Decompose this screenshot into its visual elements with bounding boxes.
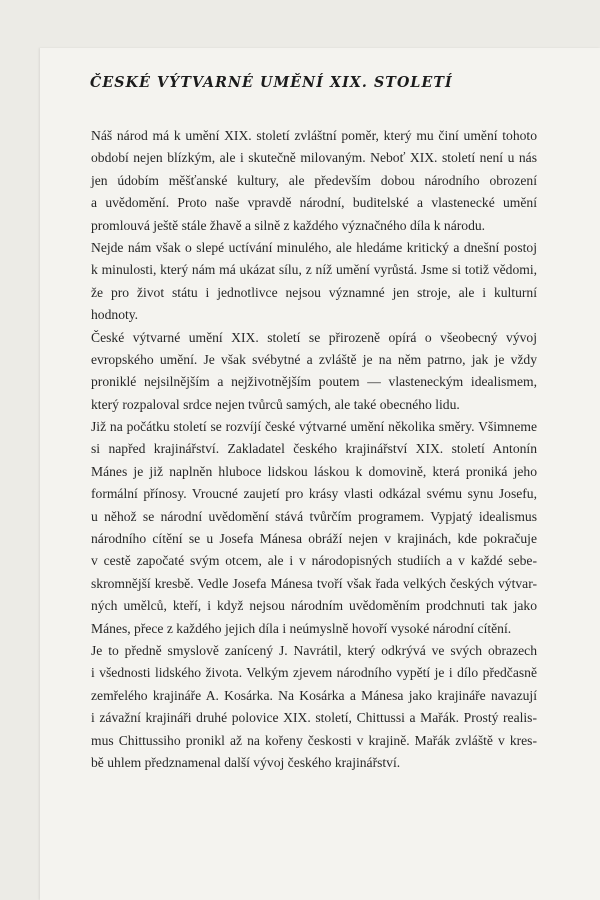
text-line: evropského umění. Je však svébytné a zvláště je na něm patrno, jak je vždy — [91, 351, 537, 367]
text-line: Mánes je již naplněn hluboce lidskou láskou k domovině, která proniká jeho — [91, 463, 537, 479]
body-text — [91, 125, 537, 774]
text-line: mus Chittussiho pronikl až na kořeny českosti v krajině. Mařák zvláště v kres- — [91, 732, 537, 748]
text-line: v cestě započaté svým otcem, ale i v národopisných studiích a v každé sebe- — [91, 553, 537, 569]
text-line: Mánes, přece z každého jejich díla i neúmyslně hovoří vysoké národní cítění. — [91, 620, 512, 636]
text-line: u něhož se národní uvědomění stává tvůrčím programem. Vypjatý idealismus — [91, 508, 537, 524]
text-line: formální přínosy. Vroucné zaujetí pro krásy vlasti odkázal svému synu Josefu, — [91, 486, 537, 502]
text-line: jen údobím měšťanské kultury, ale především dobou národního obrození — [91, 172, 537, 188]
text-line: promlouvá ještě stále žhavě a silně z každého význačného díla k národu. — [91, 217, 486, 233]
text-line: Již na počátku století se rozvíjí české výtvarné umění několika směry. Všimneme — [91, 419, 537, 435]
text-line: k minulosti, který nám má ukázat sílu, z níž umění vyrůstá. Jsme si totiž vědomi, — [91, 262, 537, 278]
text-line: bě uhlem předznamenal další vývoj českého krajinářství. — [91, 754, 401, 770]
text-line: a uvědomění. Proto naše vpravdě národní, buditelské a vlastenecké umění — [91, 195, 537, 211]
text-line: hodnoty. — [91, 307, 139, 323]
text-line: Je to předně smyslově zanícený J. Navrátil, který odkrývá ve svých obrazech — [91, 642, 537, 658]
text-line: národního cítění se u Josefa Mánesa obráží nejen v krajinách, kde pokračuje — [91, 531, 537, 547]
text-line: skromnější kresbě. Vedle Josefa Mánesa tvoří však řada velkých českých výtvar- — [91, 575, 537, 591]
text-line: i závažní krajináři druhé polovice XIX. století, Chittussi a Mařák. Prostý realis- — [91, 710, 537, 726]
text-line: že pro život státu i jednotlivce nejsou významné jen stroje, ale i kulturní — [91, 284, 537, 300]
text-line: proniklé nejsilnějším a nejživotnějším poutem — vlasteneckým idealismem, — [91, 374, 537, 390]
text-line: Nejde nám však o slepé uctívání minulého, ale hledáme kritický a dnešní postoj — [91, 239, 537, 255]
text-line: České výtvarné umění XIX. století se přirozeně opírá o všeobecný vývoj — [91, 329, 537, 345]
page-title: ČESKÉ VÝTVARNÉ UMĚNÍ XIX. STOLETÍ — [90, 74, 453, 91]
text-line: který rozpaloval srdce nejen tvůrců samých, ale také obecného lidu. — [91, 396, 460, 412]
text-line: i všednosti lidského života. Velkým zjevem národního vypětí je i dílo předčasně — [91, 665, 537, 681]
text-line: Náš národ má k umění XIX. století zvláštní poměr, který mu činí umění tohoto — [91, 128, 537, 143]
text-line: si napřed krajinářství. Zakladatel českého krajinářství XIX. století Antonín — [91, 441, 537, 457]
text-line: zemřelého krajináře A. Kosárka. Na Kosárka a Mánesa jako krajináře navazují — [91, 687, 537, 703]
text-line: období nejen blízkým, ale i skutečně milovaným. Neboť XIX. století není u nás — [91, 150, 537, 166]
text-line: ných umělců, kteří, i když nejsou národním uvědoměním prodchnuti tak jako — [91, 598, 537, 614]
